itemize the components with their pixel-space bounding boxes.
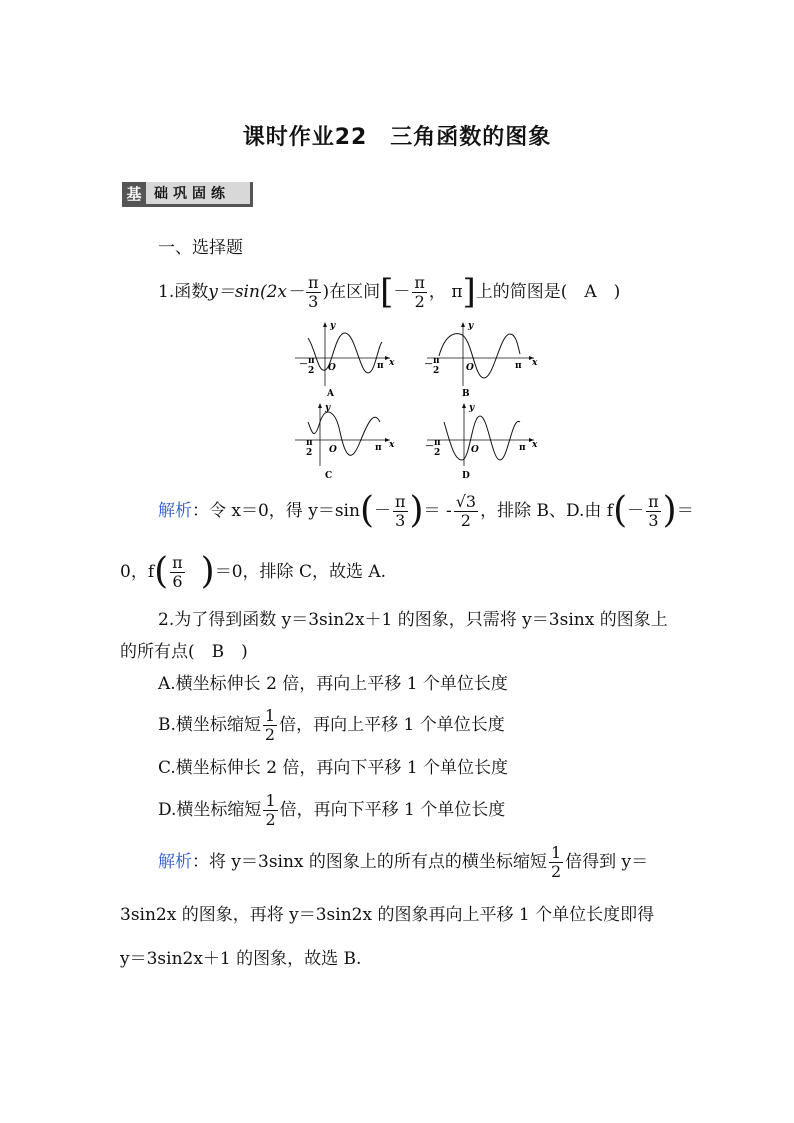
question-1 bbox=[158, 270, 620, 314]
svg-text:x: x bbox=[532, 358, 538, 368]
analysis-1-line-2: 0，f ( $\frac{\pi}{6}$ ) ＝0，排除 C，故选 A. bbox=[120, 551, 387, 592]
svg-text:O: O bbox=[471, 445, 479, 455]
section-heading: 一、选择题 bbox=[158, 238, 243, 258]
q1-neg: － bbox=[393, 282, 411, 302]
svg-text:π: π bbox=[519, 443, 526, 453]
svg-text:－: － bbox=[425, 442, 435, 452]
graph-b bbox=[424, 321, 538, 399]
q1-bracket-right: ] bbox=[462, 272, 476, 312]
q1-graphs bbox=[290, 318, 540, 478]
svg-text:O: O bbox=[328, 363, 336, 373]
q1-suffix: 上的简图是( A ) bbox=[475, 282, 621, 302]
q1-prefix: 1.函数 bbox=[158, 282, 209, 302]
graph-a bbox=[295, 321, 395, 399]
svg-text:π: π bbox=[377, 361, 384, 371]
q1-bracket-left: [ bbox=[380, 272, 394, 312]
svg-text:x: x bbox=[389, 358, 395, 368]
svg-text:π: π bbox=[515, 361, 522, 371]
svg-text:π: π bbox=[308, 356, 315, 366]
page-title: 课时作业22 三角函数的图象 bbox=[242, 125, 552, 150]
q2-line-1: 2.为了得到函数 y＝3sin2x＋1 的图象，只需将 y＝3sinx 的图象上 bbox=[158, 610, 668, 630]
svg-text:π: π bbox=[434, 438, 441, 448]
badge-first-char: 基 bbox=[122, 182, 146, 204]
svg-text:O: O bbox=[329, 445, 337, 455]
q2-line-2: 的所有点( B ) bbox=[120, 642, 248, 662]
graph-d bbox=[425, 403, 538, 478]
q2-option-d: D.横坐标缩短 $\frac{1}{2}$ 倍，再向下平移 1 个单位长度 bbox=[158, 790, 506, 829]
q1-frac-pi-2: $\frac{\pi}{2}$ bbox=[414, 272, 425, 311]
svg-text:x: x bbox=[389, 440, 395, 450]
graph-c bbox=[295, 403, 395, 478]
badge-text: 础巩固练 bbox=[154, 186, 230, 202]
q2-option-c: C.横坐标伸长 2 倍，再向下平移 1 个单位长度 bbox=[158, 758, 509, 778]
svg-text:2: 2 bbox=[308, 366, 315, 376]
analysis-1-label: 解析 bbox=[158, 501, 192, 521]
analysis-1-line-1: 解析 ：令 x＝0，得 y＝sin ( － $\frac{\pi}{3}$ ) ＝ - $\frac{√3}{2}$ ，排除 B、D.由 f ( － $\frac{\pi}{3}$ ) ＝ bbox=[158, 490, 694, 531]
q2-option-b: B.横坐标缩短 $\frac{1}{2}$ 倍，再向上平移 1 个单位长度 bbox=[158, 705, 505, 744]
graph-a-label: A bbox=[327, 389, 334, 399]
q1-frac-pi-3: $\frac{\pi}{3}$ bbox=[307, 272, 319, 311]
svg-text:2: 2 bbox=[433, 366, 440, 376]
svg-text:y: y bbox=[469, 403, 475, 413]
svg-text:y: y bbox=[325, 403, 331, 413]
svg-text:－: － bbox=[299, 360, 309, 370]
svg-text:π: π bbox=[433, 356, 440, 366]
svg-text:x: x bbox=[532, 440, 538, 450]
svg-text:2: 2 bbox=[434, 448, 441, 458]
q2-option-a: A.横坐标伸长 2 倍，再向上平移 1 个单位长度 bbox=[158, 674, 508, 694]
graph-c-label: C bbox=[325, 471, 333, 478]
graph-b-label: B bbox=[462, 389, 470, 399]
svg-text:π: π bbox=[375, 443, 382, 453]
svg-text:π: π bbox=[306, 438, 313, 448]
svg-text:O: O bbox=[466, 363, 474, 373]
section-badge bbox=[122, 182, 253, 207]
q1-comma-pi: ， π bbox=[428, 282, 463, 302]
analysis-2-line-2: 3sin2x 的图象，再将 y＝3sin2x 的图象再向上平移 1 个单位长度即得 bbox=[120, 905, 655, 925]
analysis-2-line-3: y＝3sin2x＋1 的图象，故选 B. bbox=[120, 949, 362, 969]
svg-text:y: y bbox=[330, 321, 336, 331]
analysis-2-label: 解析 bbox=[158, 852, 192, 872]
q1-func-b: )在区间 bbox=[322, 282, 381, 302]
analysis-2-line-1: 解析 ：将 y＝3sinx 的图象上的所有点的横坐标缩短 $\frac{1}{2}$ 倍得到 y＝ bbox=[158, 842, 649, 881]
graph-d-label: D bbox=[462, 471, 470, 478]
q1-func-a: y＝sin(2x－ bbox=[208, 282, 304, 302]
svg-text:2: 2 bbox=[306, 448, 313, 458]
svg-text:－: － bbox=[424, 360, 434, 370]
svg-text:y: y bbox=[468, 321, 474, 331]
